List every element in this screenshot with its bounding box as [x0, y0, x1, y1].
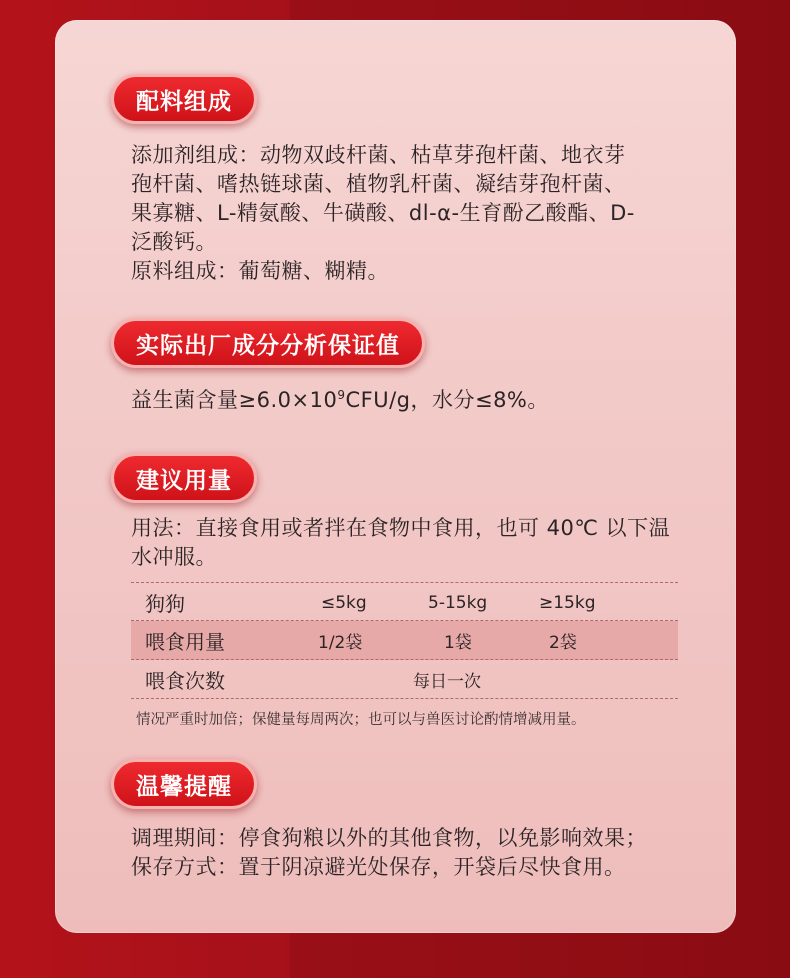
analysis-line	[131, 386, 691, 415]
tips-line: 保存方式：置于阴凉避光处保存，开袋后尽快食用。	[131, 855, 626, 879]
usage-heading: 建议用量	[111, 453, 257, 503]
table-cell: ≥15kg	[539, 592, 596, 613]
dosage-table	[131, 582, 678, 699]
analysis-line-rest: CFU/g，水分≤8%。	[345, 388, 549, 412]
ingredients-heading: 配料组成	[111, 74, 257, 124]
table-cell: ≤5kg	[321, 592, 367, 613]
analysis-line-main: 益生菌含量≥6.0×10	[131, 388, 338, 412]
ingredients-line: 泛酸钙。	[131, 230, 217, 254]
analysis-heading: 实际出厂成分分析保证值	[111, 318, 425, 368]
tips-heading: 温馨提醒	[111, 759, 257, 809]
tips-line: 调理期间：停食狗粮以外的其他食物，以免影响效果；	[131, 826, 647, 850]
table-cell: 1袋	[444, 633, 472, 653]
table-cell: 每日一次	[413, 672, 481, 692]
row-label: 喂食次数	[145, 669, 225, 693]
ingredients-line: 添加剂组成：动物双歧杆菌、枯草芽孢杆菌、地衣芽	[131, 143, 626, 167]
usage-note: 情况严重时加倍；保健量每周两次；也可以与兽医讨论酌情增减用量。	[136, 712, 586, 728]
raw-materials-line: 原料组成：葡萄糖、糊精。	[131, 259, 389, 283]
table-cell: 2袋	[549, 633, 577, 653]
row-label: 喂食用量	[145, 630, 225, 654]
table-cell: 1/2袋	[318, 633, 363, 653]
table-row-weight	[131, 582, 678, 621]
ingredients-text	[131, 141, 691, 286]
usage-line: 用法：直接食用或者拌在食物中食用，也可 40℃ 以下温	[131, 516, 671, 540]
analysis-exponent: 9	[337, 388, 346, 402]
table-row-amount	[131, 621, 678, 660]
tips-text	[131, 824, 691, 882]
table-row-frequency	[131, 660, 678, 699]
usage-line: 水冲服。	[131, 545, 217, 569]
analysis-text	[131, 386, 691, 415]
row-label: 狗狗	[145, 592, 185, 616]
usage-text	[131, 514, 691, 572]
ingredients-line: 孢杆菌、嗜热链球菌、植物乳杆菌、凝结芽孢杆菌、	[131, 172, 626, 196]
table-cell: 5-15kg	[428, 592, 488, 613]
ingredients-line: 果寡糖、L-精氨酸、牛磺酸、dl-α-生育酚乙酸酯、D-	[131, 201, 635, 225]
